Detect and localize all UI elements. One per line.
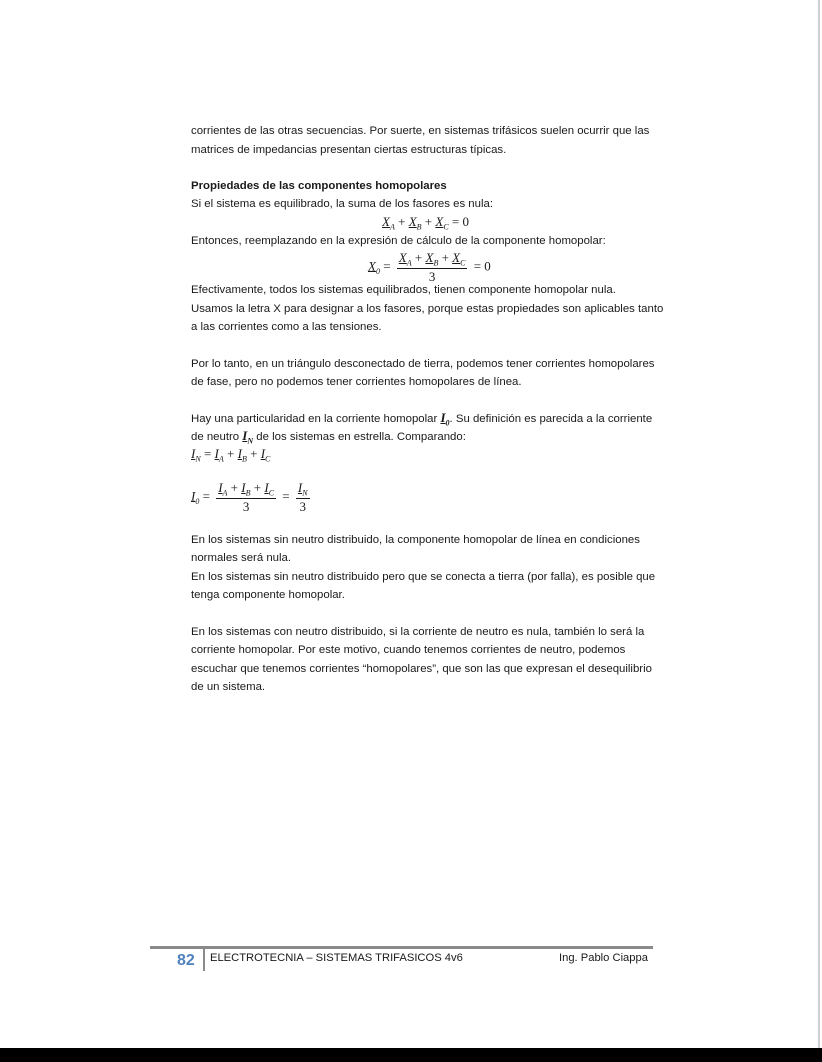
paragraph-line [191,411,652,431]
equation-balanced-sum: $X_A + X_B + X_C = 0$ [382,214,470,232]
symbol-in: $I_N$ [242,428,254,446]
footer-divider [203,949,205,971]
equation-zero-sequence: $X_0$ = $\frac{X_A + X_B + X_C}{3}$ = 0 [368,250,491,284]
text: . Su definición es parecida a la corriente [449,413,653,425]
page-number: 82 [177,952,195,969]
paragraph-line: Usamos la letra X para designar a los fasores, porque estas propiedades son aplicables tanto [191,303,664,315]
paragraph-line: a las corrientes como a las tensiones. [191,321,382,333]
paragraph-line: En los sistemas con neutro distribuido, si la corriente de neutro es nula, también lo será la [191,626,645,638]
paragraph-line: normales será nula. [191,552,292,564]
paragraph-line: de fase, pero no podemos tener corrientes homopolares de línea. [191,376,522,388]
text: de los sistemas en estrella. Comparando: [253,431,466,443]
text: de neutro [191,431,243,443]
paragraph-line: Entonces, reemplazando en la expresión de cálculo de la componente homopolar: [191,235,606,247]
paragraph-line: Por lo tanto, en un triángulo desconectado de tierra, podemos tener corrientes homopolares [191,358,655,370]
paragraph-line: tenga componente homopolar. [191,589,345,601]
footer-title: ELECTROTECNIA – SISTEMAS TRIFASICOS 4v6 [210,952,463,964]
page-edge [818,0,820,1048]
paragraph-line: corrientes de las otras secuencias. Por suerte, en sistemas trifásicos suelen ocurrir que las [191,125,650,137]
paragraph-line: En los sistemas sin neutro distribuido pero que se conecta a tierra (por falla), es posible que [191,571,656,583]
paragraph-line: corriente homopolar. Por este motivo, cuando tenemos corrientes de neutro, podemos [191,644,626,656]
bottom-bar [0,1048,822,1062]
equation-neutral-current: $I_N = I_A + I_B + I_C$ [191,446,271,464]
symbol-i0: $I_0$ [440,410,450,428]
paragraph-line: En los sistemas sin neutro distribuido, la componente homopolar de línea en condiciones [191,534,640,546]
paragraph-line: Si el sistema es equilibrado, la suma de los fasores es nula: [191,198,494,210]
paragraph-line: escuchar que tenemos corrientes “homopolares”, que son las que expresan el desequilibrio [191,663,652,675]
paragraph-line: de un sistema. [191,681,266,693]
text: Hay una particularidad en la corriente homopolar [191,413,441,425]
paragraph-line: Efectivamente, todos los sistemas equilibrados, tienen componente homopolar nula. [191,284,616,296]
footer-rule [150,946,653,949]
footer-author: Ing. Pablo Ciappa [559,952,648,964]
paragraph-line: matrices de impedancias presentan ciertas estructuras típicas. [191,144,507,156]
equation-i0: $I_0$ = $\frac{I_A + I_B + I_C}{3}$ = $\frac{I_N}{3}$ [191,480,308,514]
section-heading: Propiedades de las componentes homopolares [191,180,447,192]
